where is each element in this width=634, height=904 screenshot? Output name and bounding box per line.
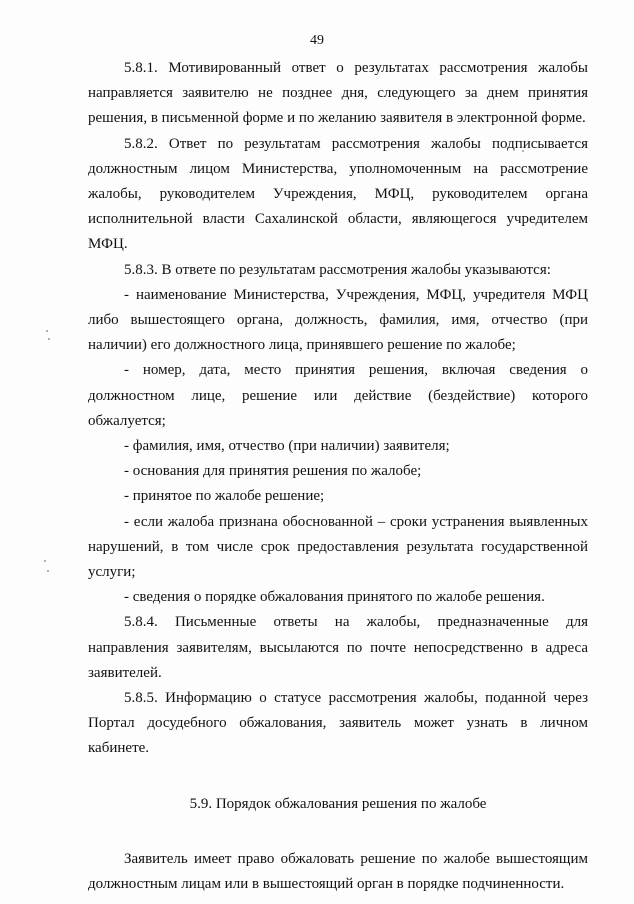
document-body — [88, 56, 588, 897]
paragraph-5-8-5: 5.8.5. Информацию о статусе рассмотрения жалобы, поданной через Портал досудебного обжалования, заявитель может узнать в личном кабинете. — [88, 690, 588, 757]
section-title: 5.9. Порядок обжалования решения по жалобе — [189, 795, 487, 812]
paragraph-5-8-3: 5.8.3. В ответе по результатам рассмотрения жалобы указываются: — [124, 261, 551, 278]
paragraph-5-8-1: 5.8.1. Мотивированный ответ о результатах рассмотрения жалобы направляется заявителю не позднее дня, следующего за днем принятия решения, в письменной форме и по желанию заявителя в электронной форме. — [88, 60, 588, 127]
scan-speck — [47, 570, 49, 572]
list-item-name: - наименование Министерства, Учреждения, МФЦ, учредителя МФЦ либо вышестоящего органа, должность, фамилия, имя, отчество (при наличии) его должностного лица, принявшего решение по жалобе; — [88, 286, 588, 354]
list-item-deadlines: - если жалоба признана обоснованной – сроки устранения выявленных нарушений, в том числе срок предоставления результата государственной услуги; — [88, 513, 588, 581]
paragraph-5-8-2: 5.8.2. Ответ по результатам рассмотрения жалобы подписывается должностным лицом Министерства, уполномоченным на рассмотрение жалобы, руководителем Учреждения, МФЦ, руководителем органа исполнительной власти Сахалинской области, являющегося учредителем МФЦ. — [88, 135, 588, 253]
paragraph-5-8-4: 5.8.4. Письменные ответы на жалобы, предназначенные для направления заявителям, высылаются по почте непосредственно в адреса заявителей. — [88, 614, 588, 681]
list-item-decision: - принятое по жалобе решение; — [124, 488, 325, 505]
scan-speck — [48, 338, 50, 340]
list-item-grounds: - основания для принятия решения по жалобе; — [124, 463, 422, 480]
page-number: 49 — [310, 33, 324, 48]
final-paragraph: Заявитель имеет право обжаловать решение по жалобе вышестоящим должностным лицам или в вышестоящий орган в порядке подчиненности. — [88, 850, 588, 893]
list-item-appeal-procedure: - сведения о порядке обжалования принятого по жалобе решения. — [124, 589, 545, 606]
scan-speck — [46, 330, 48, 332]
list-item-number-date: - номер, дата, место принятия решения, включая сведения о должностном лице, решение или действие (бездействие) которого обжалуется; — [88, 362, 588, 429]
scan-speck — [44, 560, 46, 562]
list-item-applicant-name: - фамилия, имя, отчество (при наличии) заявителя; — [124, 438, 450, 455]
